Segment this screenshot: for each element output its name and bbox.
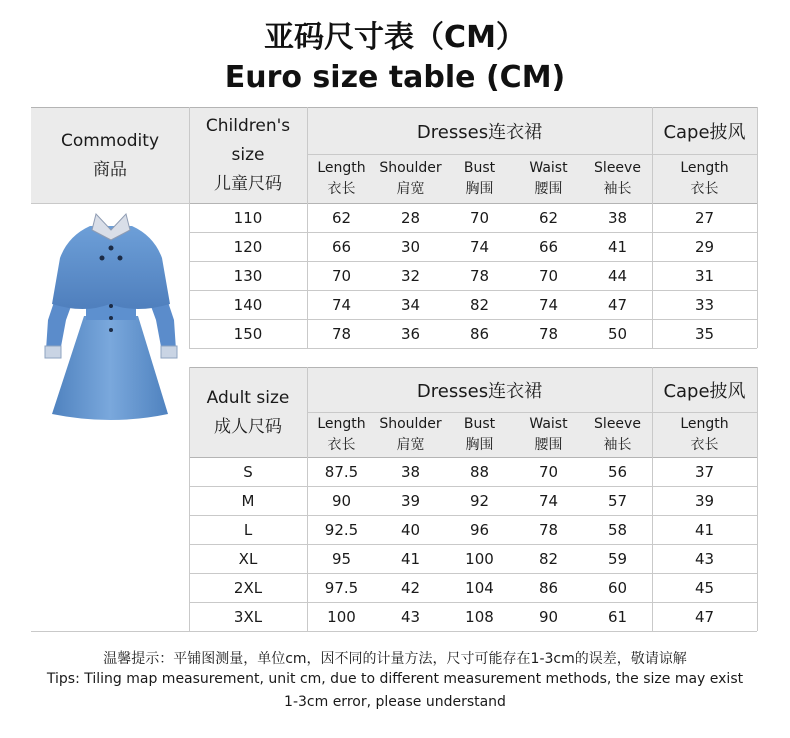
column-header-cn: 袖长 <box>603 436 632 453</box>
grid-line <box>189 290 757 291</box>
table-cell: 40 <box>400 520 421 539</box>
table-cell: 70 <box>331 266 352 285</box>
table-cell: 78 <box>538 520 559 539</box>
cape-header: Cape披风 <box>663 381 746 402</box>
column-header-en: Length <box>317 159 366 176</box>
page-title-en: Euro size table (CM) <box>224 60 566 95</box>
table-cell: 97.5 <box>324 578 359 597</box>
grid-line <box>189 367 757 368</box>
table-cell: 100 <box>465 549 494 568</box>
column-header <box>376 154 445 203</box>
table-cell: 78 <box>538 324 559 343</box>
column-header-cn: 腰围 <box>534 436 563 453</box>
table-cell: 59 <box>607 549 628 568</box>
column-header-cn: 衣长 <box>327 180 356 197</box>
column-header-cn: 袖长 <box>603 180 632 197</box>
cape-header: Cape披风 <box>663 122 746 143</box>
table-cell: 92.5 <box>324 520 359 539</box>
footer-note-en-1: Tips: Tiling map measurement, unit cm, due to different measurement methods, the size may exist <box>46 671 744 687</box>
size-label: 120 <box>233 237 263 256</box>
grid-line <box>189 631 757 632</box>
dresses-header: Dresses连衣裙 <box>416 381 543 402</box>
column-header-en: Sleeve <box>594 415 641 432</box>
table-cell: 34 <box>400 295 421 314</box>
grid-line <box>189 367 190 631</box>
adult-size-line1: Adult size <box>206 387 290 408</box>
size-label: 3XL <box>233 607 263 626</box>
grid-line <box>189 348 757 349</box>
column-header <box>445 154 514 203</box>
grid-line <box>652 367 653 631</box>
table-cell: 38 <box>400 462 421 481</box>
table-cell: 32 <box>400 266 421 285</box>
grid-line <box>189 486 757 487</box>
column-header <box>307 154 376 203</box>
grid-line <box>307 154 757 155</box>
table-cell: 62 <box>538 208 559 227</box>
column-header-cn: 衣长 <box>690 436 719 453</box>
grid-line <box>189 515 757 516</box>
table-cell: 82 <box>538 549 559 568</box>
table-cell: 41 <box>400 549 421 568</box>
table-cell: 82 <box>469 295 490 314</box>
column-header-cn: 衣长 <box>690 180 719 197</box>
column-header-en: Length <box>317 415 366 432</box>
table-cell: 108 <box>465 607 494 626</box>
column-header <box>445 412 514 457</box>
table-cell: 86 <box>469 324 490 343</box>
column-header <box>376 412 445 457</box>
table-cell: 45 <box>694 578 715 597</box>
table-cell: 44 <box>607 266 628 285</box>
table-cell: 58 <box>607 520 628 539</box>
grid-line <box>189 232 757 233</box>
grid-line <box>189 544 757 545</box>
table-cell: 43 <box>694 549 715 568</box>
column-header <box>514 154 583 203</box>
dresses-header: Dresses连衣裙 <box>416 122 543 143</box>
column-header-en: Waist <box>529 159 568 176</box>
column-header-en: Length <box>680 159 729 176</box>
table-cell: 47 <box>607 295 628 314</box>
grid-line <box>31 203 189 204</box>
table-cell: 29 <box>694 237 715 256</box>
table-cell: 86 <box>538 578 559 597</box>
column-header-cn: 肩宽 <box>396 436 425 453</box>
adult-size-header <box>189 368 307 457</box>
grid-line <box>307 412 757 413</box>
commodity-label-en: Commodity <box>60 130 160 151</box>
table-cell: 33 <box>694 295 715 314</box>
grid-line <box>189 602 757 603</box>
column-header <box>307 412 376 457</box>
column-header-en: Length <box>680 415 729 432</box>
children-size-line1: Children's <box>205 116 291 136</box>
table-cell: 74 <box>331 295 352 314</box>
size-label: 140 <box>233 295 263 314</box>
column-header <box>652 154 757 203</box>
grid-line <box>189 573 757 574</box>
grid-line <box>189 203 757 204</box>
table-cell: 95 <box>331 549 352 568</box>
table-cell: 100 <box>327 607 356 626</box>
table-cell: 38 <box>607 208 628 227</box>
table-cell: 70 <box>538 266 559 285</box>
footer-note-cn: 温馨提示：平铺图测量，单位cm，因不同的计量方法，尺寸可能存在1-3cm的误差，敬请谅解 <box>103 651 687 667</box>
grid-line <box>652 107 653 348</box>
table-cell: 31 <box>694 266 715 285</box>
table-cell: 88 <box>469 462 490 481</box>
table-cell: 61 <box>607 607 628 626</box>
column-header-cn: 衣长 <box>327 436 356 453</box>
column-header-cn: 腰围 <box>534 180 563 197</box>
table-cell: 74 <box>538 491 559 510</box>
table-cell: 41 <box>694 520 715 539</box>
table-cell: 57 <box>607 491 628 510</box>
grid-line <box>189 107 190 348</box>
column-header-en: Sleeve <box>594 159 641 176</box>
column-header-en: Bust <box>463 415 496 432</box>
product-dress-image <box>40 208 182 428</box>
column-header <box>583 412 652 457</box>
children-size-line3: 儿童尺码 <box>214 174 282 194</box>
table-cell: 39 <box>694 491 715 510</box>
grid-line <box>307 107 308 348</box>
grid-line <box>757 107 758 348</box>
grid-line <box>189 457 757 458</box>
table-cell: 74 <box>538 295 559 314</box>
table-cell: 62 <box>331 208 352 227</box>
table-cell: 43 <box>400 607 421 626</box>
table-cell: 56 <box>607 462 628 481</box>
table-cell: 90 <box>538 607 559 626</box>
column-header-en: Shoulder <box>379 159 442 176</box>
table-cell: 35 <box>694 324 715 343</box>
size-label: 2XL <box>233 578 263 597</box>
column-header-en: Waist <box>529 415 568 432</box>
grid-line <box>307 367 308 631</box>
table-cell: 39 <box>400 491 421 510</box>
size-label: M <box>241 491 255 510</box>
grid-line <box>31 631 189 632</box>
table-cell: 96 <box>469 520 490 539</box>
column-header <box>652 412 757 457</box>
table-cell: 60 <box>607 578 628 597</box>
size-label: 110 <box>233 208 263 227</box>
column-header <box>583 154 652 203</box>
adult-size-line2: 成人尺码 <box>214 416 282 437</box>
children-size-header <box>189 108 307 203</box>
size-label: L <box>243 520 253 539</box>
grid-line <box>189 261 757 262</box>
table-cell: 50 <box>607 324 628 343</box>
commodity-label-cn: 商品 <box>93 159 127 180</box>
table-cell: 47 <box>694 607 715 626</box>
column-header-cn: 肩宽 <box>396 180 425 197</box>
children-size-line2: size <box>231 145 265 165</box>
commodity-header <box>31 108 189 203</box>
table-cell: 90 <box>331 491 352 510</box>
table-cell: 42 <box>400 578 421 597</box>
size-label: XL <box>238 549 258 568</box>
table-cell: 92 <box>469 491 490 510</box>
table-cell: 36 <box>400 324 421 343</box>
column-header-cn: 胸围 <box>465 180 494 197</box>
table-cell: 74 <box>469 237 490 256</box>
column-header-en: Bust <box>463 159 496 176</box>
table-cell: 66 <box>538 237 559 256</box>
table-cell: 41 <box>607 237 628 256</box>
table-cell: 66 <box>331 237 352 256</box>
size-label: S <box>243 462 253 481</box>
table-cell: 37 <box>694 462 715 481</box>
table-cell: 70 <box>469 208 490 227</box>
column-header-en: Shoulder <box>379 415 442 432</box>
size-label: 150 <box>233 324 263 343</box>
page-title-cn: 亚码尺寸表（CM） <box>264 20 526 55</box>
size-label: 130 <box>233 266 263 285</box>
footer-note-en-2: 1-3cm error, please understand <box>284 694 506 710</box>
table-cell: 28 <box>400 208 421 227</box>
table-cell: 78 <box>469 266 490 285</box>
grid-line <box>31 107 757 108</box>
table-cell: 87.5 <box>324 462 359 481</box>
table-cell: 78 <box>331 324 352 343</box>
table-cell: 27 <box>694 208 715 227</box>
table-cell: 70 <box>538 462 559 481</box>
grid-line <box>189 319 757 320</box>
grid-line <box>757 367 758 631</box>
table-cell: 30 <box>400 237 421 256</box>
table-cell: 104 <box>465 578 494 597</box>
column-header-cn: 胸围 <box>465 436 494 453</box>
column-header <box>514 412 583 457</box>
